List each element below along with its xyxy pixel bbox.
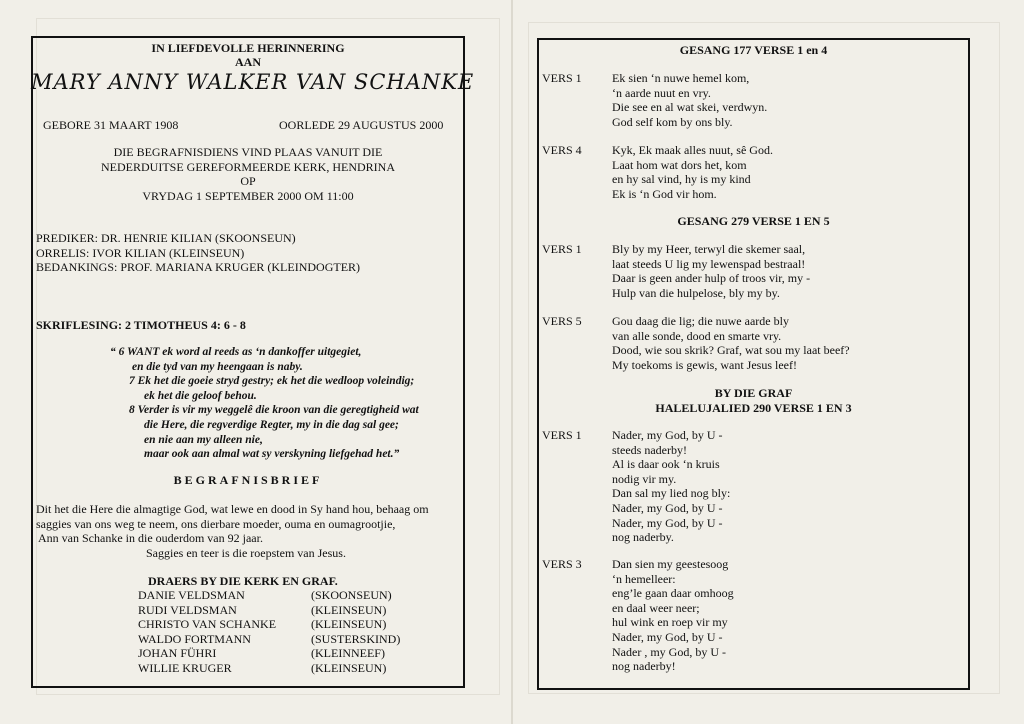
verse-line: Dan sien my geestesoog bbox=[612, 557, 729, 571]
scripture-line: ek het die geloof behou. bbox=[144, 389, 257, 402]
scripture-line: die Here, die regverdige Regter, my in die dag sal gee; bbox=[144, 418, 399, 431]
scripture-line: “ 6 WANT ek word al reeds as ‘n dankoffer uitgegiet, bbox=[110, 346, 362, 358]
bearers-names bbox=[138, 588, 276, 676]
letter-line: Ann van Schanke in die ouderdom van 92 jaar. bbox=[38, 531, 263, 546]
verse-text bbox=[612, 428, 730, 545]
bearer-name: WILLIE KRUGER bbox=[138, 660, 232, 675]
service-line: VRYDAG 1 SEPTEMBER 2000 OM 11:00 bbox=[142, 188, 354, 203]
officiants bbox=[36, 231, 360, 275]
verse-line: Al is daar ook ‘n kruis bbox=[612, 457, 720, 472]
verse-text bbox=[612, 242, 810, 300]
birth-date: GEBORE 31 MAART 1908 bbox=[43, 118, 179, 132]
verse-line: Die see en al wat skei, verdwyn. bbox=[612, 100, 768, 115]
verse-label: VERS 3 bbox=[542, 557, 582, 571]
officiant-line: ORRELIS: IVOR KILIAN (KLEINSEUN) bbox=[36, 245, 245, 260]
verse-text bbox=[612, 557, 734, 674]
bearer-name: DANIE VELDSMAN bbox=[138, 588, 245, 602]
verse-line: Kyk, Ek maak alles nuut, sê God. bbox=[612, 143, 773, 157]
memorial-heading-aan: AAN bbox=[235, 55, 261, 69]
verse-line: My toekoms is gewis, want Jesus leef! bbox=[612, 357, 797, 372]
verse-line: Gou daag die lig; die nuwe aarde bly bbox=[612, 314, 789, 328]
bearer-name: WALDO FORTMANN bbox=[138, 631, 251, 646]
verse-line: Dood, wie sou skrik? Graf, wat sou my laat beef? bbox=[612, 343, 850, 358]
letter-heading: BEGRAFNISBRIEF bbox=[173, 473, 323, 487]
scripture-line: maar ook aan almal wat sy verskyning liefgehad het.” bbox=[144, 448, 400, 461]
memorial-heading: IN LIEFDEVOLLE HERINNERING bbox=[151, 41, 345, 55]
verse-label: VERS 1 bbox=[542, 71, 582, 85]
hymn3-heading: HALELUJALIED 290 VERSE 1 EN 3 bbox=[655, 401, 852, 415]
verse-text bbox=[612, 314, 850, 372]
verse-line: Hulp van die hulpelose, bly my by. bbox=[612, 285, 780, 300]
verse-line: Dan sal my lied nog bly: bbox=[612, 486, 731, 501]
letter-line: saggies van ons weg te neem, ons dierbare moeder, ouma en oumagrootjie, bbox=[36, 516, 396, 531]
bearer-name: RUDI VELDSMAN bbox=[138, 602, 237, 617]
scripture-line: 8 Verder is vir my weggelê die kroon van die geregtigheid wat bbox=[129, 404, 419, 417]
verse-line: en hy sal vind, hy is my kind bbox=[612, 172, 751, 187]
verse-line: ‘n aarde nuut en vry. bbox=[612, 85, 711, 100]
hymn1-heading: GESANG 177 VERSE 1 en 4 bbox=[679, 43, 828, 57]
verse-line: Nader , my God, by U - bbox=[612, 644, 726, 659]
bearers-relations bbox=[311, 588, 400, 676]
verse-label: VERS 5 bbox=[542, 314, 582, 328]
bearer-relation: (KLEINSEUN) bbox=[311, 617, 387, 632]
funeral-letter bbox=[36, 502, 429, 560]
verse-label: VERS 1 bbox=[542, 242, 582, 256]
bearer-relation: (SUSTERSKIND) bbox=[311, 631, 401, 646]
verse-line: steeds naderby! bbox=[612, 442, 687, 457]
scripture-line: en die tyd van my heengaan is naby. bbox=[132, 360, 303, 373]
verse-line: Ek is ‘n God vir hom. bbox=[612, 186, 717, 201]
death-date: OORLEDE 29 AUGUSTUS 2000 bbox=[279, 118, 444, 132]
service-details bbox=[31, 145, 465, 203]
verse-line: van alle sonde, dood en smarte vry. bbox=[612, 328, 782, 343]
verse-line: Nader, my God, by U - bbox=[612, 515, 723, 530]
verse-line: Nader, my God, by U - bbox=[612, 428, 723, 442]
hymn2-heading: GESANG 279 VERSE 1 EN 5 bbox=[677, 214, 830, 228]
letter-line: Saggies en teer is die roepstem van Jesus. bbox=[146, 545, 346, 560]
service-line: DIE BEGRAFNISDIENS VIND PLAAS VANUIT DIE bbox=[113, 145, 383, 159]
verse-line: Nader, my God, by U - bbox=[612, 500, 723, 515]
scripture-line: 7 Ek het die goeie stryd gestry; ek het die wedloop voleindig; bbox=[129, 375, 415, 388]
verse-line: nog naderby. bbox=[612, 530, 674, 545]
service-line: OP bbox=[240, 174, 256, 189]
bearers-heading: DRAERS BY DIE KERK EN GRAF. bbox=[148, 574, 338, 588]
verse-line: nodig vir my. bbox=[612, 471, 677, 486]
bearer-relation: (KLEINSEUN) bbox=[311, 660, 387, 675]
verse-line: hul wink en roep vir my bbox=[612, 615, 728, 630]
grave-heading: BY DIE GRAF bbox=[714, 386, 793, 400]
bearer-relation: (KLEINNEEF) bbox=[311, 646, 385, 661]
bearer-name: CHRISTO VAN SCHANKE bbox=[138, 617, 277, 632]
reading-heading: SKRIFLESING: 2 TIMOTHEUS 4: 6 - 8 bbox=[36, 318, 246, 332]
service-line: NEDERDUITSE GEREFORMEERDE KERK, HENDRINA bbox=[101, 159, 395, 174]
scripture-line: en nie aan my alleen nie, bbox=[144, 433, 263, 446]
verse-line: Nader, my God, by U - bbox=[612, 629, 723, 644]
verse-line: nog naderby! bbox=[612, 659, 676, 674]
verse-text bbox=[612, 143, 773, 201]
verse-line: eng’le gaan daar omhoog bbox=[612, 586, 734, 601]
officiant-line: PREDIKER: DR. HENRIE KILIAN (SKOONSEUN) bbox=[36, 231, 296, 245]
verse-label: VERS 4 bbox=[542, 143, 582, 157]
verse-line: en daal weer neer; bbox=[612, 600, 700, 615]
scripture-passage bbox=[110, 345, 419, 462]
verse-line: Bly by my Heer, terwyl die skemer saal, bbox=[612, 242, 806, 256]
verse-line: God self kom by ons bly. bbox=[612, 114, 733, 129]
verse-line: Daar is geen ander hulp of troos vir, my - bbox=[612, 271, 811, 286]
verse-line: Laat hom wat dors het, kom bbox=[612, 157, 747, 172]
page-fold bbox=[511, 0, 513, 724]
verse-text bbox=[612, 71, 767, 129]
verse-line: laat steeds U lig my lewenspad bestraal! bbox=[612, 256, 806, 271]
bearer-relation: (KLEINSEUN) bbox=[311, 602, 387, 617]
letter-line: Dit het die Here die almagtige God, wat lewe en dood in Sy hand hou, behaag om bbox=[36, 502, 429, 516]
verse-label: VERS 1 bbox=[542, 428, 582, 442]
bearer-name: JOHAN FÜHRI bbox=[138, 646, 217, 661]
bearer-relation: (SKOONSEUN) bbox=[311, 588, 392, 602]
verse-line: Ek sien ‘n nuwe hemel kom, bbox=[612, 71, 750, 85]
officiant-line: BEDANKINGS: PROF. MARIANA KRUGER (KLEINDOGTER) bbox=[36, 260, 361, 275]
verse-line: ‘n hemelleer: bbox=[612, 571, 676, 586]
deceased-name: MARY ANNY WALKER VAN SCHANKE bbox=[31, 70, 475, 94]
